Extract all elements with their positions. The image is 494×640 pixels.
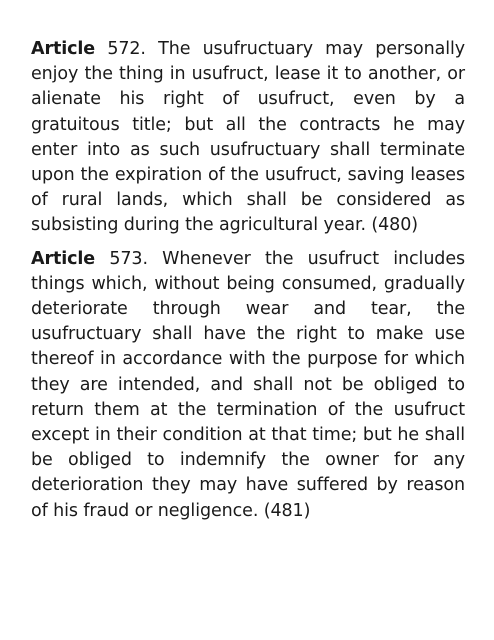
article-572: [31, 37, 465, 239]
article-label: Article: [31, 248, 96, 269]
document-page: [31, 37, 465, 532]
article-number: 572.: [107, 39, 146, 59]
article-text: Whenever the usufruct includes things which, without being consumed, gradually deteriorate through wear and tear, the usufructuary shall have the right to make use thereof in accordance with the purpose for which they are intended, and shall not be obliged to return them at the termination of the usufruct except in their condition at that time; but he shall be obliged to indemnify the owner for any deterioration they may have suffered by reason of his fraud or negligence. (481): [31, 248, 466, 521]
article-number: 573.: [109, 248, 148, 269]
article-573: [31, 247, 465, 524]
article-text: The usufructuary may personally enjoy the thing in usufruct, lease it to another, or alienate his right of usufruct, even by a gratuitous title; but all the contracts he may enter into as such usufructuary shall terminate upon the expiration of the usufruct, saving leases of rural lands, which shall be considered as subsisting during the agricultural year. (480): [31, 39, 466, 236]
article-label: Article: [31, 39, 96, 59]
